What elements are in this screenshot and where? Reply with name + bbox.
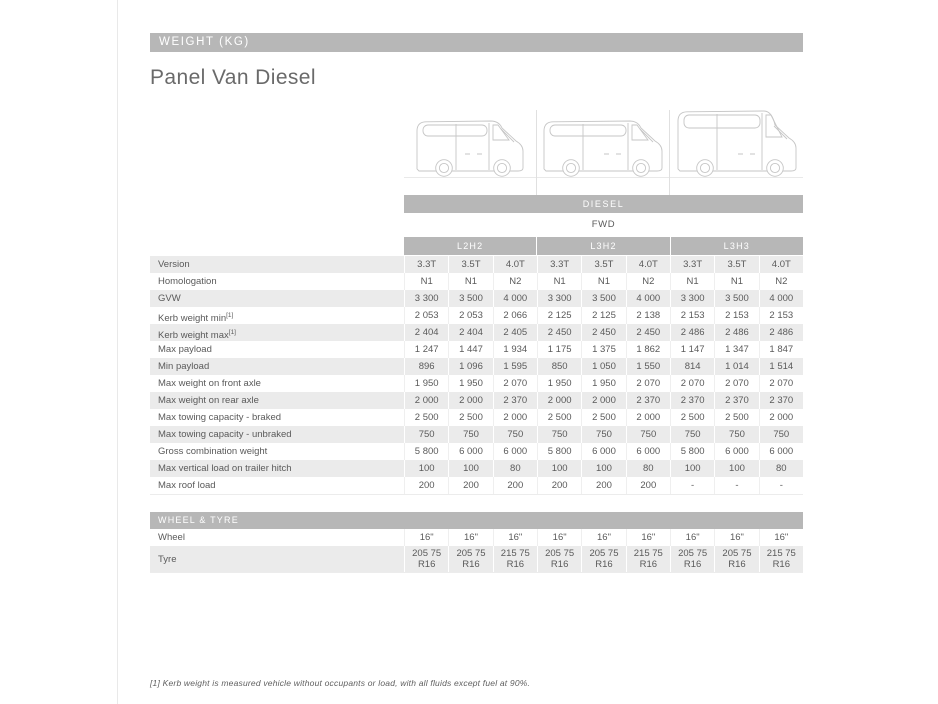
value-cell: N1 (581, 273, 625, 290)
value-cell: 750 (759, 426, 803, 443)
value-cell: 814 (670, 358, 714, 375)
row-label: Gross combination weight (158, 446, 268, 457)
value-cell: 200 (626, 477, 670, 494)
value-cell: 6 000 (581, 443, 625, 460)
value-cell: 1 514 (759, 358, 803, 375)
value-cell: 16" (493, 529, 537, 546)
value-cell: 205 75 R16 (670, 546, 714, 572)
value-cell: 2 370 (626, 392, 670, 409)
value-cell: 205 75 R16 (448, 546, 492, 572)
value-cell: 16" (537, 529, 581, 546)
row-label: Kerb weight max[1] (150, 324, 404, 341)
value-cell: 2 000 (537, 392, 581, 409)
table-row (150, 358, 803, 375)
value-cell: 750 (404, 426, 448, 443)
value-cell: 16" (714, 529, 758, 546)
value-cell: 200 (493, 477, 537, 494)
value-cell: 2 070 (670, 375, 714, 392)
value-cell: 5 800 (404, 443, 448, 460)
value-cell: 750 (626, 426, 670, 443)
value-cell: 2 000 (626, 409, 670, 426)
value-cell: 2 053 (448, 307, 492, 324)
value-cell: 3.5T (714, 256, 758, 273)
value-cell: N1 (537, 273, 581, 290)
value-cell: 2 000 (581, 392, 625, 409)
table-row (150, 375, 803, 392)
row-label: Max payload (158, 344, 212, 355)
value-cell: 1 014 (714, 358, 758, 375)
variant-header-l3h2: L3H2 (537, 237, 669, 255)
table-row (150, 546, 803, 572)
value-cell: 16" (759, 529, 803, 546)
van-slots (404, 110, 803, 195)
value-cell: 2 066 (493, 307, 537, 324)
value-cell: 2 486 (670, 324, 714, 341)
value-cell: 4 000 (759, 290, 803, 307)
value-cell: 1 950 (404, 375, 448, 392)
value-cell: 3.5T (581, 256, 625, 273)
value-cell: 6 000 (759, 443, 803, 460)
value-cell: 1 096 (448, 358, 492, 375)
value-cell: 750 (537, 426, 581, 443)
value-cell: 1 950 (448, 375, 492, 392)
value-cell: - (670, 477, 714, 494)
value-cell: 200 (448, 477, 492, 494)
value-cell: 2 370 (670, 392, 714, 409)
footnote: [1] Kerb weight is measured vehicle without occupants or load, with all fluids except fuel at 90%. (150, 678, 531, 688)
value-cell: 2 138 (626, 307, 670, 324)
value-cell: 1 950 (581, 375, 625, 392)
van-l2h2-icon (404, 110, 536, 178)
page-edge-divider (117, 0, 118, 704)
value-cell: 850 (537, 358, 581, 375)
table-row (150, 426, 803, 443)
value-cell: 3.3T (404, 256, 448, 273)
value-cell: 16" (626, 529, 670, 546)
value-cell: 1 050 (581, 358, 625, 375)
value-cell: 2 404 (404, 324, 448, 341)
table-row (150, 392, 803, 409)
van-illustrations-row (404, 110, 803, 195)
value-cell: N1 (714, 273, 758, 290)
value-cell: 200 (404, 477, 448, 494)
fuel-type-header: DIESEL (404, 195, 803, 213)
weights-table (150, 256, 803, 495)
value-cell: 1 175 (537, 341, 581, 358)
footnote-marker: [1] (226, 312, 234, 319)
value-cell: N1 (448, 273, 492, 290)
table-row (150, 477, 803, 494)
value-cell: 750 (493, 426, 537, 443)
value-cell: 2 370 (759, 392, 803, 409)
row-label: Max roof load (158, 480, 216, 491)
value-cell: 215 75 R16 (626, 546, 670, 572)
drivetrain-header: FWD (591, 219, 616, 230)
value-cell: 1 950 (537, 375, 581, 392)
value-cell: 2 500 (581, 409, 625, 426)
van-l2h2-illustration (404, 110, 537, 195)
row-label: Tyre (150, 546, 404, 572)
value-cell: 1 147 (670, 341, 714, 358)
value-cell: 6 000 (493, 443, 537, 460)
footnote-marker: [1] (228, 329, 236, 336)
row-label: Max towing capacity - braked (158, 412, 282, 423)
value-cell: 3.5T (448, 256, 492, 273)
value-cell: 1 247 (404, 341, 448, 358)
value-cell: 100 (670, 460, 714, 477)
value-cell: 6 000 (714, 443, 758, 460)
value-cell: 2 053 (404, 307, 448, 324)
value-cell: 2 450 (581, 324, 625, 341)
value-cell: N1 (404, 273, 448, 290)
value-cell: 205 75 R16 (537, 546, 581, 572)
value-cell: 80 (493, 460, 537, 477)
value-cell: 2 405 (493, 324, 537, 341)
row-label: Version (150, 256, 404, 273)
value-cell: 2 153 (714, 307, 758, 324)
value-cell: 2 500 (404, 409, 448, 426)
value-cell: 4.0T (493, 256, 537, 273)
value-cell: 2 486 (714, 324, 758, 341)
value-cell: 2 070 (493, 375, 537, 392)
value-cell: 3 500 (714, 290, 758, 307)
table-row (150, 409, 803, 426)
row-label: Kerb weight min[1] (158, 312, 234, 324)
value-cell: 2 500 (714, 409, 758, 426)
value-cell: 1 934 (493, 341, 537, 358)
value-cell: 750 (581, 426, 625, 443)
value-cell: 205 75 R16 (714, 546, 758, 572)
table-row (150, 324, 803, 341)
table-row (150, 460, 803, 477)
variant-header-l2h2: L2H2 (404, 237, 536, 255)
value-cell: 2 450 (537, 324, 581, 341)
section-header-wheel-tyre-label: WHEEL & TYRE (158, 515, 239, 525)
value-cell: 80 (626, 460, 670, 477)
value-cell: 750 (448, 426, 492, 443)
van-l3h3-icon (670, 110, 803, 178)
value-cell: 80 (759, 460, 803, 477)
value-cell: 3 500 (448, 290, 492, 307)
value-cell: 6 000 (626, 443, 670, 460)
value-cell: 3.3T (670, 256, 714, 273)
value-cell: 205 75 R16 (404, 546, 448, 572)
value-cell: 2 404 (448, 324, 492, 341)
value-cell: 3 300 (404, 290, 448, 307)
value-cell: N2 (626, 273, 670, 290)
value-cell: 2 125 (537, 307, 581, 324)
value-cell: 3 300 (670, 290, 714, 307)
value-cell: 2 500 (537, 409, 581, 426)
value-cell: 896 (404, 358, 448, 375)
value-cell: 100 (581, 460, 625, 477)
table-row (150, 307, 803, 324)
value-cell: 4.0T (759, 256, 803, 273)
value-cell: 205 75 R16 (581, 546, 625, 572)
value-cell: - (714, 477, 758, 494)
row-label: Wheel (158, 532, 185, 543)
value-cell: 1 595 (493, 358, 537, 375)
value-cell: 1 447 (448, 341, 492, 358)
value-cell: 2 153 (670, 307, 714, 324)
body-variant-headers (404, 237, 803, 255)
table-row (150, 529, 803, 546)
value-cell: 750 (714, 426, 758, 443)
page-content (150, 0, 803, 688)
section-header-weight-label: WEIGHT (KG) (159, 36, 250, 48)
table-row (150, 341, 803, 358)
value-cell: 6 000 (448, 443, 492, 460)
value-cell: 16" (404, 529, 448, 546)
value-cell: 2 070 (714, 375, 758, 392)
value-cell: 100 (537, 460, 581, 477)
row-label: GVW (150, 290, 404, 307)
section-header-weight (150, 33, 803, 52)
van-l3h2-illustration (537, 110, 670, 195)
value-cell: 100 (448, 460, 492, 477)
value-cell: 2 000 (404, 392, 448, 409)
value-cell: 2 370 (493, 392, 537, 409)
value-cell: 3.3T (537, 256, 581, 273)
value-cell: 1 347 (714, 341, 758, 358)
value-cell: 1 862 (626, 341, 670, 358)
van-l3h3-illustration (670, 110, 803, 195)
row-label: Max weight on rear axle (150, 392, 404, 409)
value-cell: 2 500 (670, 409, 714, 426)
value-cell: 2 153 (759, 307, 803, 324)
value-cell: 215 75 R16 (493, 546, 537, 572)
page-title: Panel Van Diesel (150, 66, 316, 89)
value-cell: N1 (670, 273, 714, 290)
value-cell: N2 (759, 273, 803, 290)
value-cell: 2 370 (714, 392, 758, 409)
value-cell: 16" (670, 529, 714, 546)
section-header-wheel-tyre (150, 512, 803, 529)
value-cell: 3 500 (581, 290, 625, 307)
value-cell: 1 550 (626, 358, 670, 375)
value-cell: 2 450 (626, 324, 670, 341)
value-cell: 200 (581, 477, 625, 494)
value-cell: 4 000 (493, 290, 537, 307)
value-cell: 100 (404, 460, 448, 477)
value-cell: 1 847 (759, 341, 803, 358)
van-l3h2-icon (537, 110, 669, 178)
value-cell: 750 (670, 426, 714, 443)
value-cell: 215 75 R16 (759, 546, 803, 572)
value-cell: 2 070 (759, 375, 803, 392)
value-cell: 16" (448, 529, 492, 546)
value-cell: 16" (581, 529, 625, 546)
value-cell: 4.0T (626, 256, 670, 273)
row-label: Max weight on front axle (158, 378, 261, 389)
value-cell: 1 375 (581, 341, 625, 358)
value-cell: 2 000 (493, 409, 537, 426)
row-label: Max towing capacity - unbraked (150, 426, 404, 443)
wheel-tyre-table (150, 529, 803, 573)
row-label: Homologation (158, 276, 217, 287)
variant-header-l3h3: L3H3 (671, 237, 803, 255)
value-cell: 2 000 (759, 409, 803, 426)
table-row (150, 256, 803, 273)
table-row (150, 273, 803, 290)
value-cell: 5 800 (670, 443, 714, 460)
table-row (150, 443, 803, 460)
value-cell: 2 486 (759, 324, 803, 341)
value-cell: 5 800 (537, 443, 581, 460)
wheel-tyre-section (150, 512, 803, 573)
row-label: Max vertical load on trailer hitch (150, 460, 404, 477)
value-cell: 3 300 (537, 290, 581, 307)
value-cell: 100 (714, 460, 758, 477)
value-cell: N2 (493, 273, 537, 290)
value-cell: 200 (537, 477, 581, 494)
value-cell: 4 000 (626, 290, 670, 307)
table-row (150, 290, 803, 307)
row-label: Min payload (150, 358, 404, 375)
value-cell: 2 070 (626, 375, 670, 392)
value-cell: 2 500 (448, 409, 492, 426)
value-cell: - (759, 477, 803, 494)
value-cell: 2 125 (581, 307, 625, 324)
value-cell: 2 000 (448, 392, 492, 409)
